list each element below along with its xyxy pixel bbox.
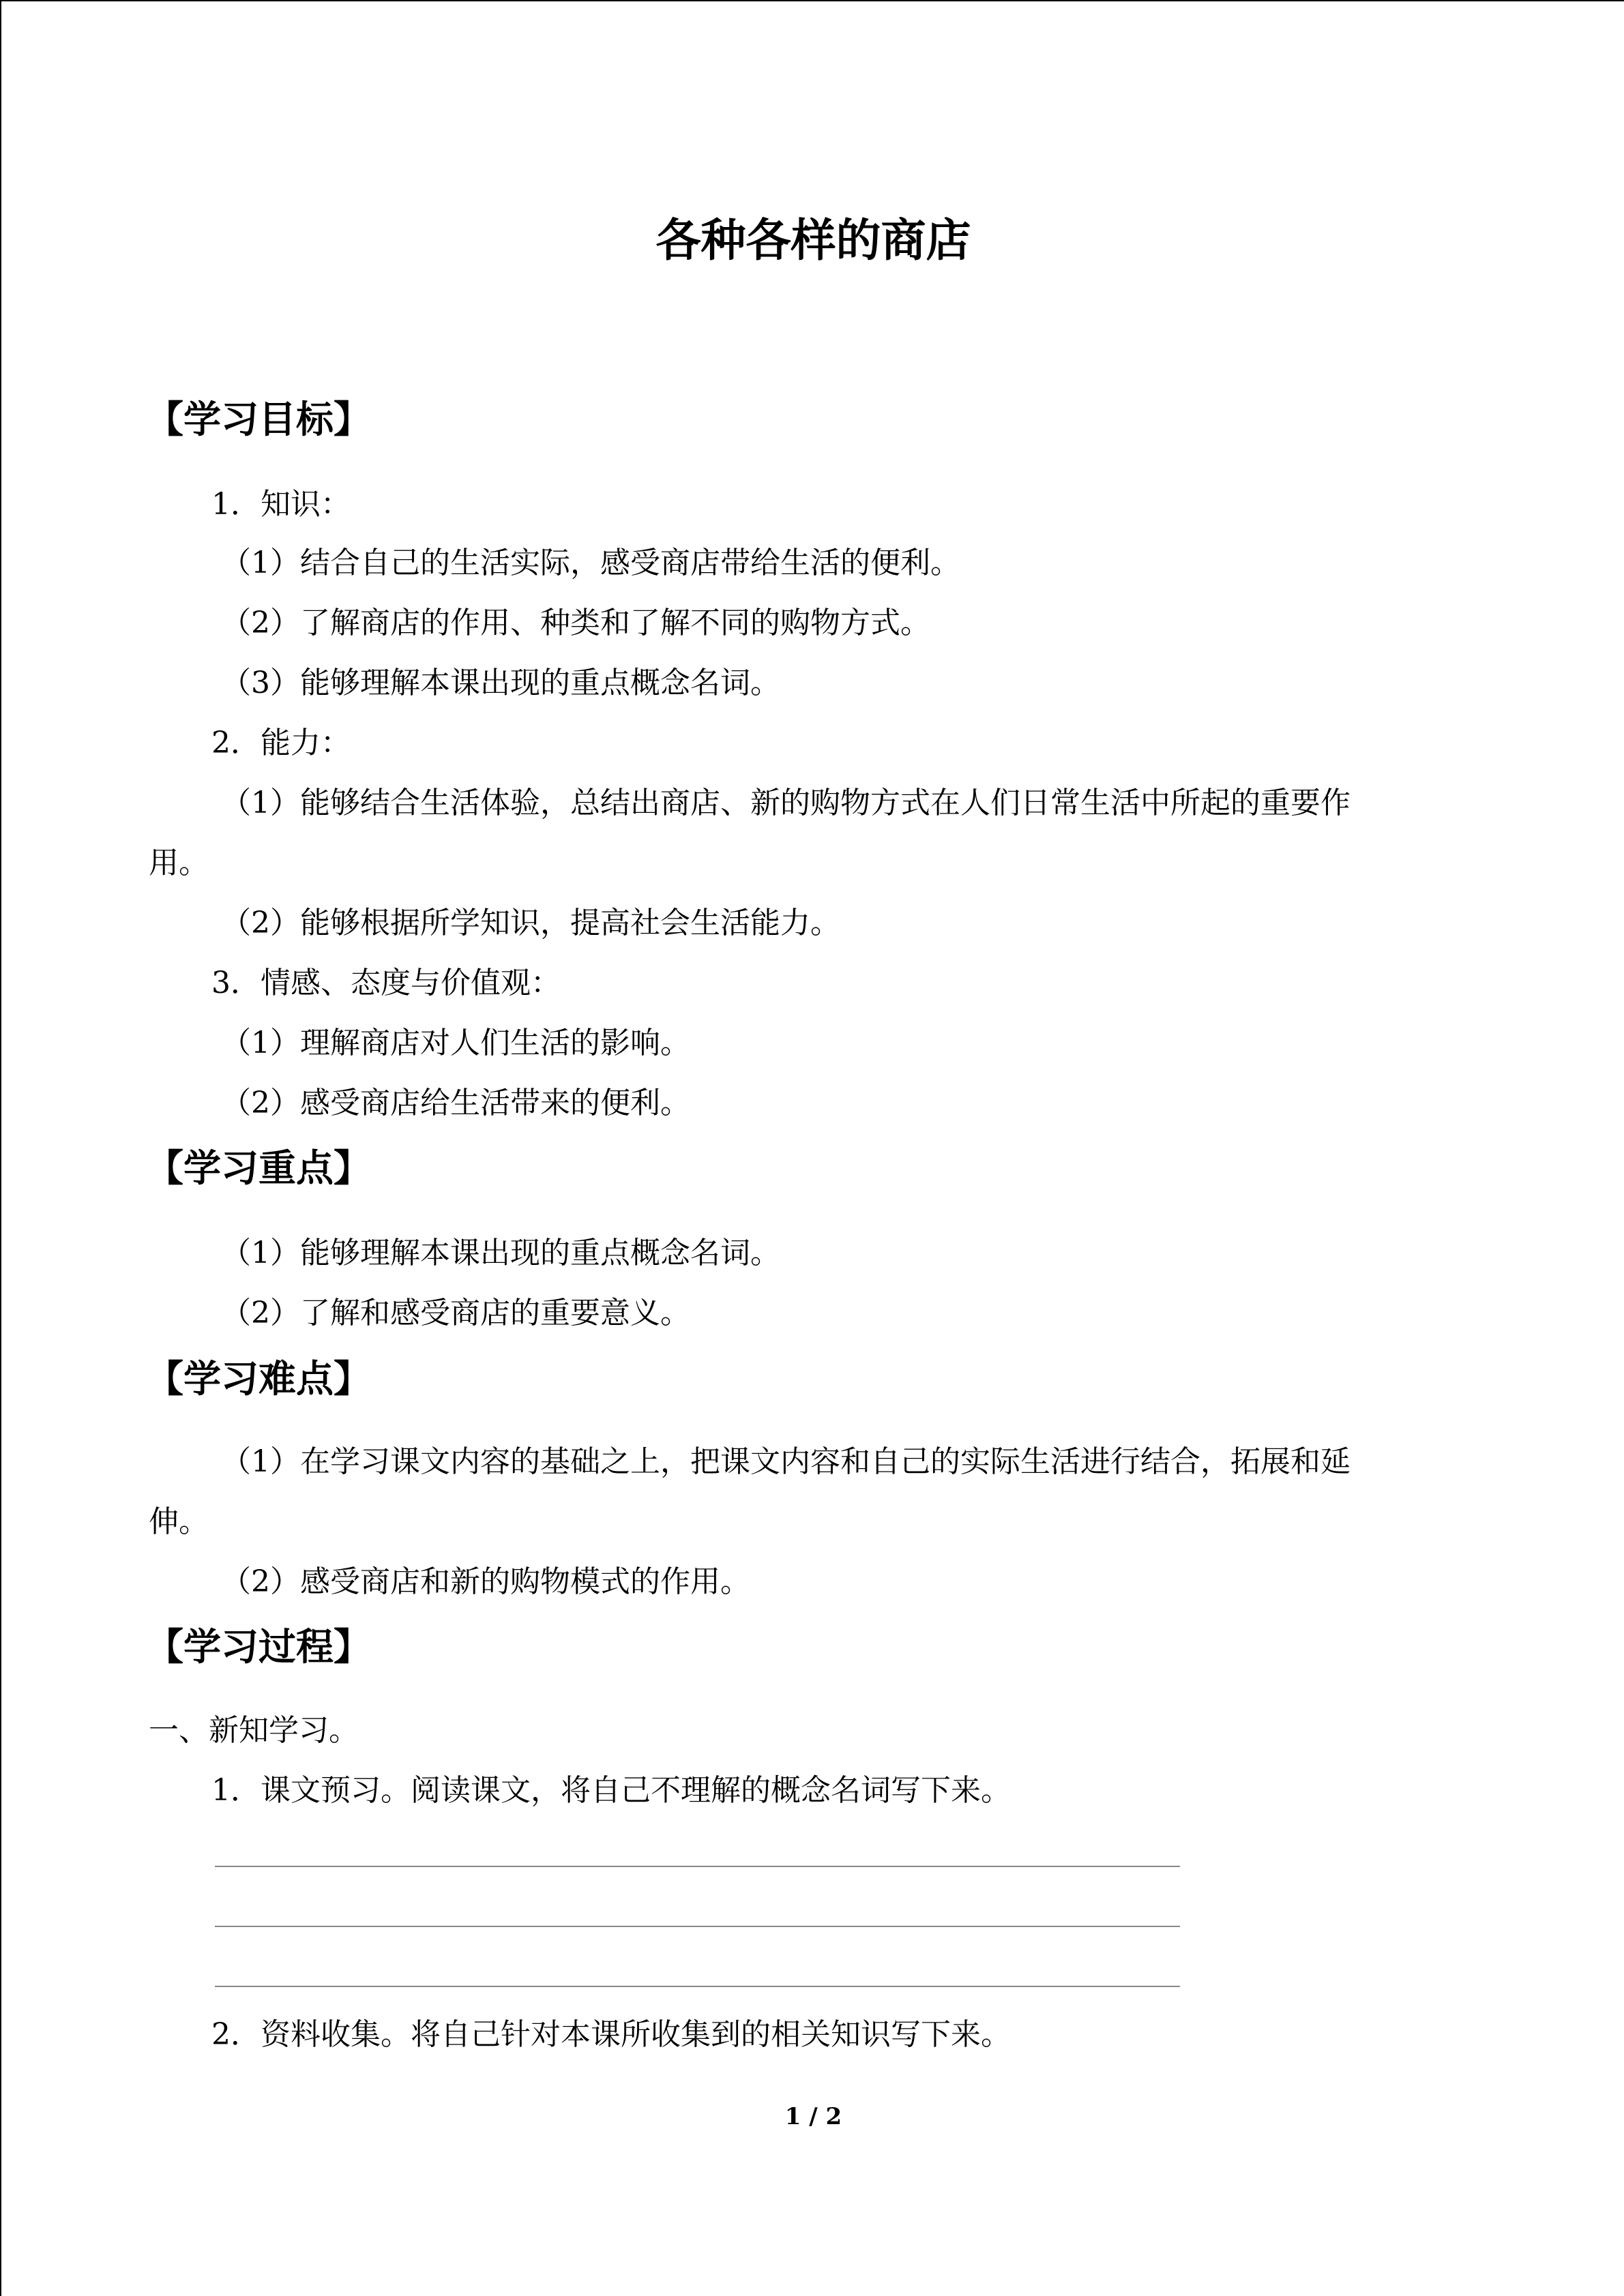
- goal-ability-item-2: （2）能够根据所学知识，提高社会生活能力。: [221, 906, 840, 940]
- page-number: 1 / 2: [784, 2103, 842, 2130]
- goal-knowledge-label: 1．知识：: [211, 487, 351, 522]
- answer-blank-line-3[interactable]: [215, 1986, 1180, 1987]
- heading-learning-goals: 【学习目标】: [146, 397, 372, 441]
- process-step-1: 1．课文预习。阅读课文，将自己不理解的概念名词写下来。: [211, 1773, 1011, 1808]
- goal-ability-item-1: （1）能够结合生活体验，总结出商店、新的购物方式在人们日常生活中所起的重要作: [221, 786, 1350, 820]
- difficulty-item-2: （2）感受商店和新的购物模式的作用。: [221, 1564, 750, 1599]
- heading-difficulties: 【学习难点】: [146, 1356, 372, 1401]
- process-step-2: 2．资料收集。将自己针对本课所收集到的相关知识写下来。: [211, 2017, 1011, 2052]
- goal-emotion-item-2: （2）感受商店给生活带来的便利。: [221, 1086, 690, 1120]
- goal-knowledge-item-1: （1）结合自己的生活实际，感受商店带给生活的便利。: [221, 546, 960, 580]
- difficulty-item-1-continued: 伸。: [149, 1504, 209, 1539]
- process-part-1: 一、新知学习。: [149, 1713, 359, 1748]
- goal-emotion-item-1: （1）理解商店对人们生活的影响。: [221, 1026, 690, 1060]
- key-point-item-2: （2）了解和感受商店的重要意义。: [221, 1296, 690, 1330]
- document-title: 各种各样的商店: [655, 213, 971, 267]
- goal-emotion-label: 3．情感、态度与价值观：: [211, 966, 561, 1000]
- difficulty-item-1: （1）在学习课文内容的基础之上，把课文内容和自己的实际生活进行结合，拓展和延: [221, 1444, 1350, 1479]
- goal-ability-item-1-continued: 用。: [149, 846, 209, 880]
- goal-ability-label: 2．能力：: [211, 726, 351, 760]
- answer-blank-line-2[interactable]: [215, 1926, 1180, 1927]
- heading-key-points: 【学习重点】: [146, 1146, 372, 1190]
- answer-blank-line-1[interactable]: [215, 1866, 1180, 1867]
- goal-knowledge-item-3: （3）能够理解本课出现的重点概念名词。: [221, 666, 780, 700]
- goal-knowledge-item-2: （2）了解商店的作用、种类和了解不同的购物方式。: [221, 606, 930, 640]
- heading-learning-process: 【学习过程】: [146, 1624, 372, 1669]
- key-point-item-1: （1）能够理解本课出现的重点概念名词。: [221, 1236, 780, 1270]
